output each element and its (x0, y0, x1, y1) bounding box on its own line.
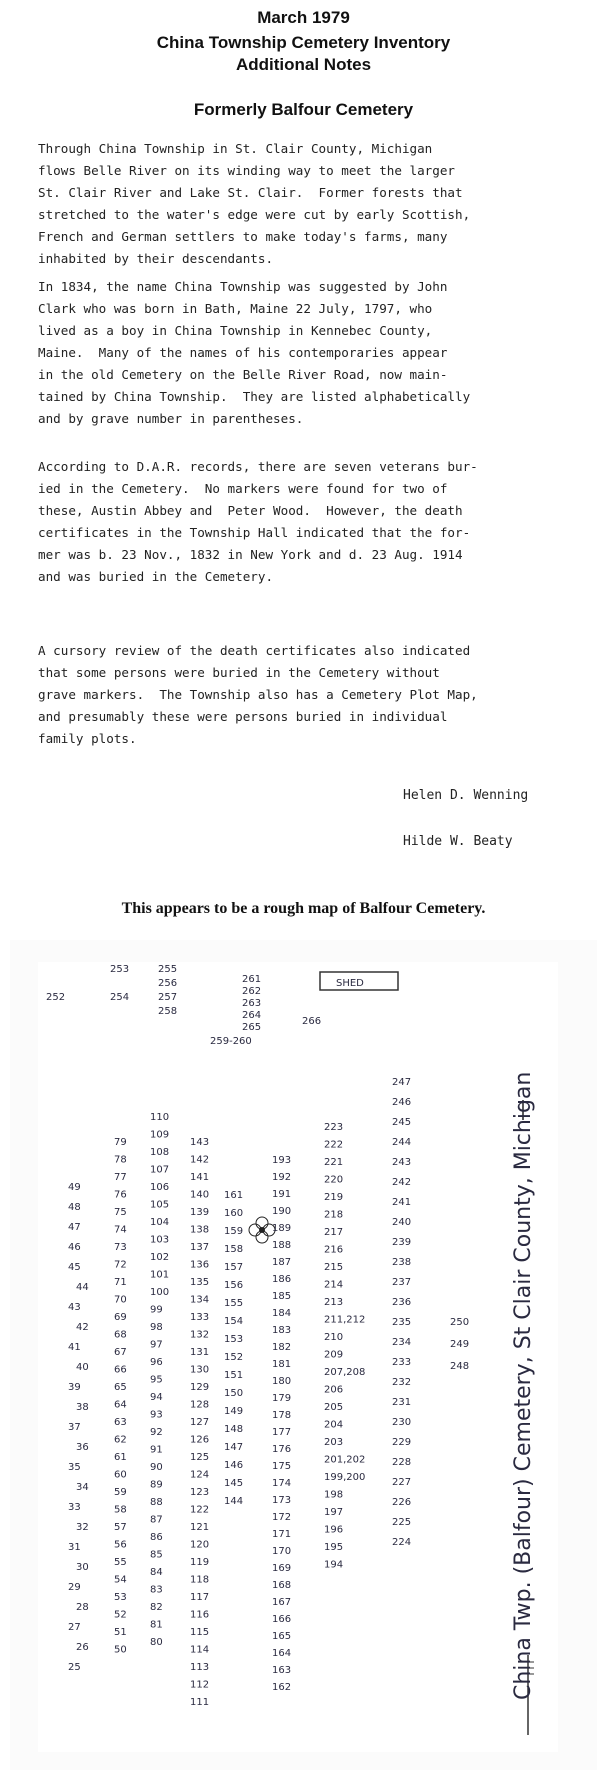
grave-number: 151 (224, 1370, 244, 1381)
grave-number: 246 (392, 1097, 412, 1108)
grave-number: 190 (272, 1206, 292, 1217)
grave-number: 254 (110, 992, 130, 1003)
grave-number: 189 (272, 1223, 292, 1234)
grave-number: 145 (224, 1478, 244, 1489)
grave-number: 110 (150, 1112, 170, 1123)
grave-number: 144 (224, 1496, 244, 1507)
grave-number: 222 (324, 1139, 344, 1151)
paragraph-2: In 1834, the name China Township was suggested by John Clark who was born in Bath, Maine 22 July, 1797, who lived as a boy in China Township in Kennebec County, Maine. Many of the names of his contemporaries appear in the old Cemetery on the Belle River Road, now main- tained by China Township. They are listed alphabetically and by grave number in parentheses. (38, 279, 471, 426)
grave-number: 118 (190, 1574, 210, 1586)
grave-number: 131 (190, 1347, 210, 1358)
grave-number: 121 (190, 1522, 210, 1533)
grave-number: 25 (68, 1662, 81, 1673)
grave-number: 252 (46, 992, 66, 1003)
grave-number: 201,202 (324, 1454, 366, 1466)
grave-number: 232 (392, 1377, 412, 1388)
grave-number: 228 (392, 1457, 412, 1468)
grave-number: 45 (68, 1262, 81, 1273)
grave-number: 26 (76, 1642, 89, 1653)
grave-number: 163 (272, 1665, 292, 1676)
grave-number: 137 (190, 1242, 210, 1253)
grave-number: 205 (324, 1402, 344, 1413)
grave-number: 234 (392, 1337, 412, 1348)
grave-number: 176 (272, 1444, 292, 1455)
grave-number: 172 (272, 1512, 292, 1523)
grave-number: 231 (392, 1397, 412, 1408)
grave-number: 28 (76, 1602, 89, 1613)
grave-number: 115 (190, 1627, 210, 1638)
grave-number: 133 (190, 1312, 210, 1323)
grave-number: 50 (114, 1644, 127, 1656)
grave-number: 42 (76, 1322, 89, 1333)
grave-number: 214 (324, 1279, 344, 1291)
grave-number: 113 (190, 1662, 210, 1673)
header-date: March 1979 (257, 8, 350, 27)
grave-number: 63 (114, 1417, 127, 1428)
grave-number: 41 (68, 1342, 81, 1353)
grave-number: 264 (242, 1010, 262, 1021)
grave-number: 223 (324, 1122, 344, 1133)
grave-number: 259-260 (210, 1036, 252, 1047)
grave-number: 82 (150, 1602, 163, 1613)
grave-number: 86 (150, 1532, 163, 1543)
grave-number: 186 (272, 1274, 292, 1285)
grave-number: 58 (114, 1504, 127, 1516)
grave-number: 210 (324, 1332, 344, 1343)
grave-number: 89 (150, 1479, 163, 1491)
grave-number: 153 (224, 1334, 244, 1345)
paragraph-3: According to D.A.R. records, there are seven veterans bur- ied in the Cemetery. No markers were found for two of these, Austin Abbey and Peter Wood. However, the death certificates in the Township Hall indicated that the for- mer was b. 23 Nov., 1832 in New York and d. 23 Aug. 1914 and was buried in the Cemetery. (38, 459, 478, 584)
grave-number: 215 (324, 1262, 344, 1273)
grave-number: 124 (190, 1469, 210, 1481)
map-caption: This appears to be a rough map of Balfour Cemetery. (121, 900, 486, 917)
grave-number: 255 (158, 964, 178, 975)
grave-number: 27 (68, 1622, 81, 1633)
grave-number: 142 (190, 1154, 210, 1166)
grave-number: 238 (392, 1257, 412, 1268)
grave-number: 38 (76, 1402, 89, 1413)
grave-number: 125 (190, 1452, 210, 1463)
grave-number: 147 (224, 1442, 244, 1453)
grave-number: 66 (114, 1364, 127, 1376)
grave-number: 122 (190, 1504, 210, 1516)
grave-number: 185 (272, 1291, 292, 1302)
grave-number: 101 (150, 1269, 170, 1281)
grave-number: 71 (114, 1277, 127, 1288)
grave-number: 40 (76, 1362, 89, 1373)
grave-number: 128 (190, 1399, 210, 1411)
grave-number: 109 (150, 1129, 170, 1141)
grave-number: 44 (76, 1282, 89, 1293)
grave-number: 43 (68, 1302, 81, 1313)
grave-number: 132 (190, 1329, 210, 1341)
grave-number: 171 (272, 1529, 292, 1540)
grave-number: 165 (272, 1631, 292, 1642)
grave-number: 183 (272, 1325, 292, 1336)
grave-number: 94 (150, 1392, 163, 1403)
grave-number: 175 (272, 1461, 292, 1472)
grave-number: 79 (114, 1137, 127, 1148)
grave-number: 181 (272, 1359, 292, 1370)
grave-number: 114 (190, 1644, 210, 1656)
grave-number: 105 (150, 1199, 170, 1211)
grave-number: 123 (190, 1487, 210, 1498)
document-title: China Township Cemetery Inventory (156, 33, 451, 52)
grave-number: 129 (190, 1382, 210, 1393)
grave-number: 258 (158, 1006, 178, 1017)
grave-number: 261 (242, 974, 262, 985)
grave-number: 47 (68, 1222, 81, 1233)
grave-number: 155 (224, 1298, 244, 1309)
grave-number: 149 (224, 1406, 244, 1417)
grave-number: 180 (272, 1376, 292, 1387)
grave-number: 116 (190, 1609, 210, 1621)
grave-number: 36 (76, 1442, 89, 1453)
grave-number: 98 (150, 1322, 163, 1333)
grave-number: 53 (114, 1592, 127, 1603)
grave-number: 239 (392, 1237, 412, 1248)
grave-number: 51 (114, 1627, 127, 1638)
grave-number: 197 (324, 1507, 344, 1518)
grave-number: 134 (190, 1294, 210, 1306)
grave-number: 162 (272, 1682, 292, 1693)
grave-number: 120 (190, 1539, 210, 1551)
document-subtitle: Additional Notes (235, 55, 372, 74)
grave-number: 182 (272, 1342, 292, 1353)
grave-number: 29 (68, 1582, 81, 1593)
grave-number: 87 (150, 1514, 163, 1526)
grave-number: 48 (68, 1202, 81, 1213)
grave-number: 95 (150, 1374, 163, 1386)
grave-number: 247 (392, 1077, 412, 1088)
grave-number: 169 (272, 1563, 292, 1574)
grave-number: 217 (324, 1227, 344, 1238)
grave-number: 106 (150, 1182, 170, 1193)
grave-number: 245 (392, 1117, 412, 1128)
signature-1: Helen D. Wenning (403, 788, 529, 803)
grave-number: 35 (68, 1462, 81, 1473)
grave-number: 80 (150, 1637, 163, 1648)
grave-number: 60 (114, 1469, 127, 1481)
grave-number: 219 (324, 1192, 344, 1203)
grave-number: 243 (392, 1157, 412, 1168)
grave-number: 168 (272, 1580, 292, 1591)
grave-number: 236 (392, 1297, 412, 1308)
grave-number: 30 (76, 1562, 89, 1573)
grave-number: 192 (272, 1172, 292, 1183)
grave-number: 126 (190, 1434, 210, 1446)
grave-number: 161 (224, 1190, 244, 1201)
grave-number: 136 (190, 1259, 210, 1271)
grave-number: 61 (114, 1452, 127, 1463)
grave-number: 237 (392, 1277, 412, 1288)
grave-number: 229 (392, 1437, 412, 1448)
grave-number: 88 (150, 1497, 163, 1508)
grave-number: 184 (272, 1308, 292, 1319)
grave-number: 159 (224, 1226, 244, 1237)
grave-number: 146 (224, 1460, 244, 1471)
grave-number: 221 (324, 1157, 344, 1168)
grave-number: 220 (324, 1174, 344, 1186)
grave-number: 164 (272, 1648, 292, 1659)
grave-number: 166 (272, 1614, 292, 1625)
grave-number: 213 (324, 1297, 344, 1308)
grave-number: 138 (190, 1224, 210, 1236)
grave-number: 54 (114, 1574, 127, 1586)
grave-number: 263 (242, 998, 262, 1009)
grave-number: 103 (150, 1234, 170, 1246)
paragraph-1: Through China Township in St. Clair County, Michigan flows Belle River on its winding way to meet the larger St. Clair River and Lake St. Clair. Former forests that stretched to the water's edge were cut by early Scottish, French and German settlers to make today's farms, many inhabited by their descendants. (38, 141, 471, 266)
grave-number: 187 (272, 1257, 292, 1268)
grave-number: 173 (272, 1495, 292, 1506)
grave-number: 73 (114, 1242, 127, 1253)
grave-number: 39 (68, 1382, 81, 1393)
grave-number: 34 (76, 1482, 89, 1493)
grave-number: 32 (76, 1522, 89, 1533)
grave-number: 233 (392, 1357, 412, 1368)
grave-number: 167 (272, 1597, 292, 1608)
grave-number: 90 (150, 1462, 163, 1473)
grave-number: 91 (150, 1444, 163, 1456)
shed-label: SHED (336, 978, 364, 989)
grave-number: 226 (392, 1497, 412, 1508)
grave-number: 119 (190, 1557, 210, 1568)
grave-number: 150 (224, 1388, 244, 1399)
grave-number: 266 (302, 1016, 322, 1027)
grave-number: 67 (114, 1347, 127, 1358)
grave-number: 248 (450, 1361, 470, 1372)
grave-number: 249 (450, 1339, 470, 1350)
grave-number: 31 (68, 1542, 81, 1553)
grave-number: 148 (224, 1424, 244, 1435)
grave-number: 244 (392, 1137, 412, 1148)
grave-number: 100 (150, 1287, 170, 1298)
grave-number: 156 (224, 1280, 244, 1291)
grave-number: 235 (392, 1317, 412, 1328)
grave-number: 242 (392, 1177, 412, 1188)
grave-number: 92 (150, 1427, 163, 1438)
grave-number: 160 (224, 1208, 244, 1219)
grave-number: 130 (190, 1364, 210, 1376)
grave-number: 127 (190, 1417, 210, 1428)
grave-number: 99 (150, 1304, 163, 1316)
grave-number: 96 (150, 1357, 163, 1368)
grave-number: 75 (114, 1207, 127, 1218)
grave-number: 152 (224, 1352, 244, 1363)
grave-number: 97 (150, 1339, 163, 1351)
section-heading: Formerly Balfour Cemetery (193, 100, 414, 119)
grave-number: 85 (150, 1549, 163, 1561)
grave-number: 177 (272, 1427, 292, 1438)
grave-number: 216 (324, 1244, 344, 1256)
grave-number: 218 (324, 1209, 344, 1221)
grave-number: 108 (150, 1147, 170, 1158)
grave-number: 191 (272, 1189, 292, 1200)
grave-number: 33 (68, 1502, 81, 1513)
grave-number: 76 (114, 1189, 127, 1201)
grave-number: 224 (392, 1537, 412, 1548)
grave-number: 83 (150, 1584, 163, 1596)
grave-number: 112 (190, 1679, 210, 1691)
grave-number: 262 (242, 986, 262, 997)
grave-number: 170 (272, 1546, 292, 1557)
grave-number: 104 (150, 1217, 170, 1228)
grave-number: 206 (324, 1384, 344, 1396)
grave-number: 111 (190, 1697, 210, 1708)
grave-number: 64 (114, 1399, 127, 1411)
grave-number: 203 (324, 1437, 344, 1448)
grave-number: 135 (190, 1277, 210, 1288)
grave-number: 139 (190, 1207, 210, 1218)
grave-number: 179 (272, 1393, 292, 1404)
grave-number: 69 (114, 1312, 127, 1323)
grave-number: 77 (114, 1172, 127, 1183)
grave-number: 81 (150, 1619, 163, 1631)
grave-number: 253 (110, 964, 130, 975)
grave-number: 117 (190, 1592, 210, 1603)
grave-number: 49 (68, 1182, 81, 1193)
grave-number: 78 (114, 1154, 127, 1166)
grave-number: 62 (114, 1434, 127, 1446)
grave-number: 154 (224, 1316, 244, 1327)
grave-number: 257 (158, 992, 178, 1003)
grave-number: 193 (272, 1155, 292, 1166)
grave-number: 256 (158, 978, 178, 989)
grave-number: 59 (114, 1487, 127, 1498)
grave-number: 55 (114, 1557, 127, 1568)
grave-number: 211,212 (324, 1314, 366, 1326)
grave-number: 157 (224, 1262, 244, 1273)
grave-number: 207,208 (324, 1367, 366, 1378)
grave-number: 93 (150, 1409, 163, 1421)
grave-number: 265 (242, 1022, 262, 1033)
grave-number: 178 (272, 1410, 292, 1421)
grave-number: 230 (392, 1417, 412, 1428)
grave-number: 84 (150, 1567, 163, 1578)
grave-number: 225 (392, 1517, 412, 1528)
grave-number: 141 (190, 1172, 210, 1183)
grave-number: 70 (114, 1294, 127, 1306)
grave-number: 140 (190, 1189, 210, 1201)
grave-number: 65 (114, 1382, 127, 1393)
grave-number: 240 (392, 1217, 412, 1228)
cemetery-map (10, 940, 597, 1770)
grave-number: 188 (272, 1240, 292, 1251)
grave-number: 194 (324, 1559, 344, 1571)
grave-number: 158 (224, 1244, 244, 1255)
grave-number: 250 (450, 1317, 470, 1328)
grave-number: 195 (324, 1542, 344, 1553)
grave-number: 198 (324, 1489, 344, 1501)
grave-number: 56 (114, 1539, 127, 1551)
grave-number: 74 (114, 1224, 127, 1236)
paragraph-4: A cursory review of the death certificates also indicated that some persons were buried in the Cemetery without grave markers. The Township also has a Cemetery Plot Map, and presumably these were persons buried in individual family plots. (38, 643, 478, 746)
grave-number: 143 (190, 1137, 210, 1148)
grave-number: 174 (272, 1478, 292, 1489)
grave-number: 107 (150, 1164, 170, 1176)
map-vertical-label: China Twp. (Balfour) Cemetery, St Clair County, Michigan (511, 1071, 536, 1700)
grave-number: 199,200 (324, 1472, 366, 1483)
grave-number: 52 (114, 1609, 127, 1621)
grave-number: 46 (68, 1242, 81, 1253)
grave-number: 241 (392, 1197, 412, 1208)
grave-number: 72 (114, 1259, 127, 1271)
grave-number: 204 (324, 1419, 344, 1431)
signature-2: Hilde W. Beaty (403, 834, 513, 849)
grave-number: 57 (114, 1522, 127, 1533)
grave-number: 37 (68, 1422, 81, 1433)
grave-number: 102 (150, 1252, 170, 1263)
grave-number: 68 (114, 1329, 127, 1341)
grave-number: 209 (324, 1349, 344, 1361)
grave-number: 227 (392, 1477, 412, 1488)
grave-number: 196 (324, 1524, 344, 1536)
